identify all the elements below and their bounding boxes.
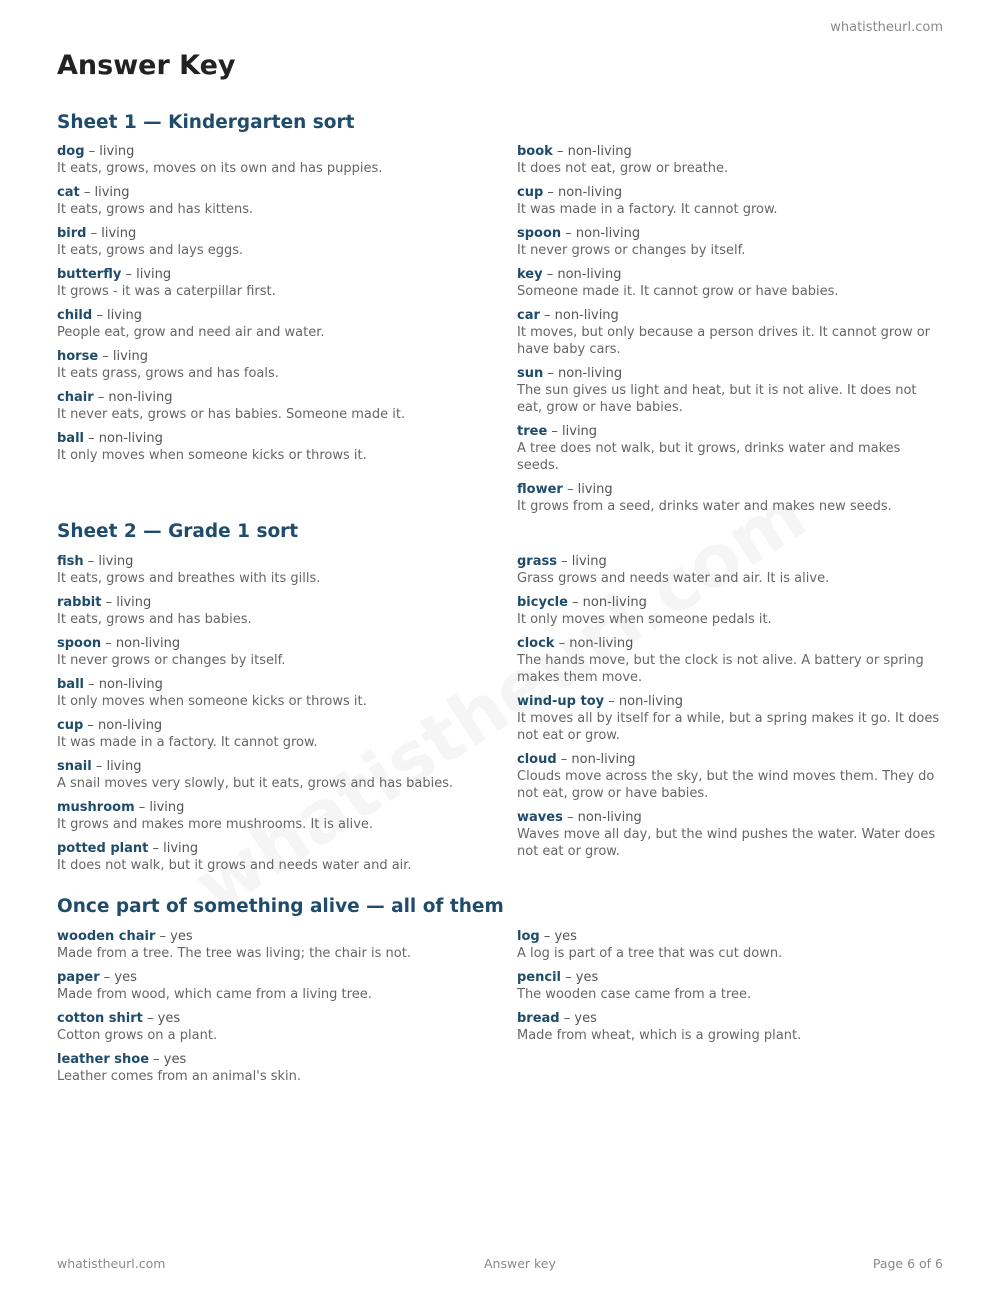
answer-verdict: – living [547,424,598,439]
answer-verdict: – non-living [543,185,623,200]
answer-explanation: It grows from a seed, drinks water and makes new seeds. [517,499,892,514]
answer-explanation: It does not walk, but it grows and needs water and air. [57,858,412,873]
answer-word: bicycle [517,595,568,610]
answer-entry [57,348,517,382]
answer-entry [517,143,945,177]
answer-explanation: It does not eat, grow or breathe. [517,161,729,176]
answer-explanation: It eats, grows and has kittens. [57,202,254,217]
answer-explanation: Leather comes from an animal's skin. [57,1069,302,1084]
answer-verdict: – non-living [543,366,623,381]
answer-verdict: – living [556,554,607,569]
answer-verdict: – living [134,800,185,815]
answer-verdict: – non-living [561,226,641,241]
answer-explanation: Someone made it. It cannot grow or have babies. [517,284,839,299]
answer-entry [57,840,517,874]
answer-verdict: – living [92,308,142,323]
answer-explanation: It was made in a factory. It cannot grow. [517,202,778,217]
answer-explanation: A tree does not walk, but it grows, drinks water and makes seeds. [517,441,901,473]
answer-explanation: It only moves when someone kicks or throws it. [57,448,367,463]
answer-verdict: – living [86,226,137,241]
left-column [57,143,517,522]
answer-word: bread [517,1011,560,1026]
answer-word: wind-up toy [517,694,605,709]
answer-verdict: – non-living [93,390,173,405]
answer-verdict: – non-living [101,636,181,651]
answer-word: wooden chair [57,929,156,944]
answer-verdict: – non-living [84,431,163,446]
answer-explanation: People eat, grow and need air and water. [57,325,325,340]
answer-explanation: Made from a tree. The tree was living; the chair is not. [57,946,411,961]
answer-verdict: – non-living [567,595,647,610]
answer-explanation: Made from wheat, which is a growing plant. [517,1028,802,1043]
answer-entry [57,143,517,177]
answer-explanation: It only moves when someone kicks or throws it. [57,694,367,709]
answer-verdict: – living [79,185,130,200]
answer-explanation: It eats, grows and has babies. [57,612,252,627]
answer-word: cup [517,185,544,200]
answer-verdict: – living [84,144,135,159]
answer-entry [57,594,517,628]
answer-verdict: – living [98,349,148,364]
answer-word: ball [57,677,84,692]
answer-explanation: It eats, grows and lays eggs. [57,243,244,258]
answer-verdict: – yes [561,970,599,985]
right-column [517,143,945,522]
answer-entry [517,635,945,686]
answer-entry [57,266,517,300]
answer-explanation: It never eats, grows or has babies. Someone made it. [57,407,406,422]
answer-entry [517,423,945,474]
answer-verdict: – yes [539,929,577,944]
left-column [57,928,517,1092]
answer-word: bird [57,226,87,241]
answer-entry [57,225,517,259]
answer-explanation: Waves move all day, but the wind pushes the water. Water does not eat or grow. [517,827,936,859]
answer-explanation: Cotton grows on a plant. [57,1028,218,1043]
answer-entry [57,1010,517,1044]
answer-word: sun [517,366,544,381]
answer-explanation: Grass grows and needs water and air. It is alive. [517,571,830,586]
answer-word: key [517,267,543,282]
answer-entry [517,809,945,860]
answer-verdict: – living [83,554,134,569]
answer-word: car [517,308,540,323]
answer-verdict: – non-living [552,144,632,159]
answer-explanation: A log is part of a tree that was cut down. [517,946,783,961]
answer-entry [57,969,517,1003]
answer-explanation: A snail moves very slowly, but it eats, grows and has babies. [57,776,454,791]
answer-word: cup [57,718,84,733]
answer-word: child [57,308,93,323]
answer-entry [57,676,517,710]
answer-explanation: The sun gives us light and heat, but it is not alive. It does not eat, grow or have babies. [517,383,917,415]
answer-word: butterfly [57,267,122,282]
answer-entry [57,799,517,833]
answer-word: mushroom [57,800,135,815]
answer-explanation: It eats, grows, moves on its own and has puppies. [57,161,383,176]
answer-explanation: It grows - it was a caterpillar first. [57,284,276,299]
answer-explanation: It grows and makes more mushrooms. It is alive. [57,817,374,832]
answer-verdict: – non-living [542,267,622,282]
answer-entry [57,184,517,218]
answer-explanation: The wooden case came from a tree. [517,987,752,1002]
section-once-alive [57,893,945,1092]
answer-word: spoon [57,636,102,651]
answer-word: waves [517,810,563,825]
answer-explanation: It never grows or changes by itself. [57,653,286,668]
answer-word: pencil [517,970,561,985]
answer-explanation: It was made in a factory. It cannot grow. [57,735,318,750]
answer-entry [517,184,945,218]
answer-word: potted plant [57,841,149,856]
answer-word: cloud [517,752,557,767]
right-column [517,553,945,881]
answer-word: fish [57,554,84,569]
answer-verdict: – non-living [554,636,634,651]
answer-entry [57,928,517,962]
answer-verdict: – living [562,482,613,497]
answer-verdict: – yes [142,1011,181,1026]
answer-verdict: – non-living [539,308,619,323]
answer-entry [517,1010,945,1044]
answer-entry [517,553,945,587]
answer-verdict: – non-living [562,810,642,825]
answer-entry [517,594,945,628]
answer-word: spoon [517,226,562,241]
footer-page-number: Page 6 of 6 [872,1256,943,1271]
footer-site: whatistheurl.com [57,1256,166,1271]
section-heading: Sheet 1 — Kindergarten sort [57,112,355,133]
answer-entry [517,365,945,416]
right-column [517,928,945,1092]
answer-verdict: – living [101,595,152,610]
answer-verdict: – yes [559,1011,597,1026]
answer-explanation: It moves all by itself for a while, but a spring makes it go. It does not eat or grow. [517,711,940,743]
answer-verdict: – living [148,841,199,856]
answer-entry [517,481,945,515]
answer-entry [517,751,945,802]
answer-verdict: – non-living [604,694,684,709]
answer-verdict: – living [91,759,142,774]
answer-explanation: It only moves when someone pedals it. [517,612,772,627]
answer-word: log [517,929,540,944]
answer-word: paper [57,970,100,985]
section-heading: Sheet 2 — Grade 1 sort [57,521,299,542]
answer-word: grass [517,554,557,569]
answer-entry [57,1051,517,1085]
answer-word: horse [57,349,99,364]
header-site-url: whatistheurl.com [830,20,943,35]
answer-explanation: Clouds move across the sky, but the wind moves them. They do not eat, grow or have babies. [517,769,935,801]
answer-word: cotton shirt [57,1011,143,1026]
answer-word: flower [517,482,563,497]
answer-explanation: It moves, but only because a person drives it. It cannot grow or have baby cars. [517,325,931,357]
answer-word: ball [57,431,84,446]
answer-word: rabbit [57,595,102,610]
answer-verdict: – non-living [556,752,636,767]
section-heading: Once part of something alive — all of them [57,896,504,917]
answer-explanation: The hands move, but the clock is not alive. A battery or spring makes them move. [517,653,924,685]
answer-word: snail [57,759,92,774]
answer-verdict: – yes [155,929,193,944]
answer-entry [517,225,945,259]
answer-entry [57,307,517,341]
left-column [57,553,517,881]
answer-word: leather shoe [57,1052,150,1067]
section-sheet-2 [57,518,945,881]
answer-word: dog [57,144,85,159]
answer-entry [517,266,945,300]
answer-entry [57,758,517,792]
answer-entry [57,635,517,669]
answer-word: tree [517,424,548,439]
answer-entry [57,717,517,751]
answer-word: chair [57,390,94,405]
answer-entry [57,553,517,587]
answer-verdict: – living [121,267,172,282]
answer-verdict: – non-living [83,718,163,733]
section-sheet-1 [57,109,945,522]
answer-explanation: It never grows or changes by itself. [517,243,746,258]
answer-entry [57,430,517,464]
answer-entry [57,389,517,423]
answer-verdict: – non-living [84,677,163,692]
answer-word: book [517,144,553,159]
answer-explanation: Made from wood, which came from a living tree. [57,987,372,1002]
answer-explanation: It eats grass, grows and has foals. [57,366,279,381]
answer-verdict: – yes [99,970,137,985]
answer-entry [517,307,945,358]
answer-entry [517,969,945,1003]
footer-doc-title: Answer key [484,1256,556,1271]
answer-entry [517,693,945,744]
answer-explanation: It eats, grows and breathes with its gills. [57,571,321,586]
page-title: Answer Key [57,50,236,81]
answer-word: cat [57,185,80,200]
answer-entry [517,928,945,962]
answer-word: clock [517,636,555,651]
answer-verdict: – yes [149,1052,187,1067]
